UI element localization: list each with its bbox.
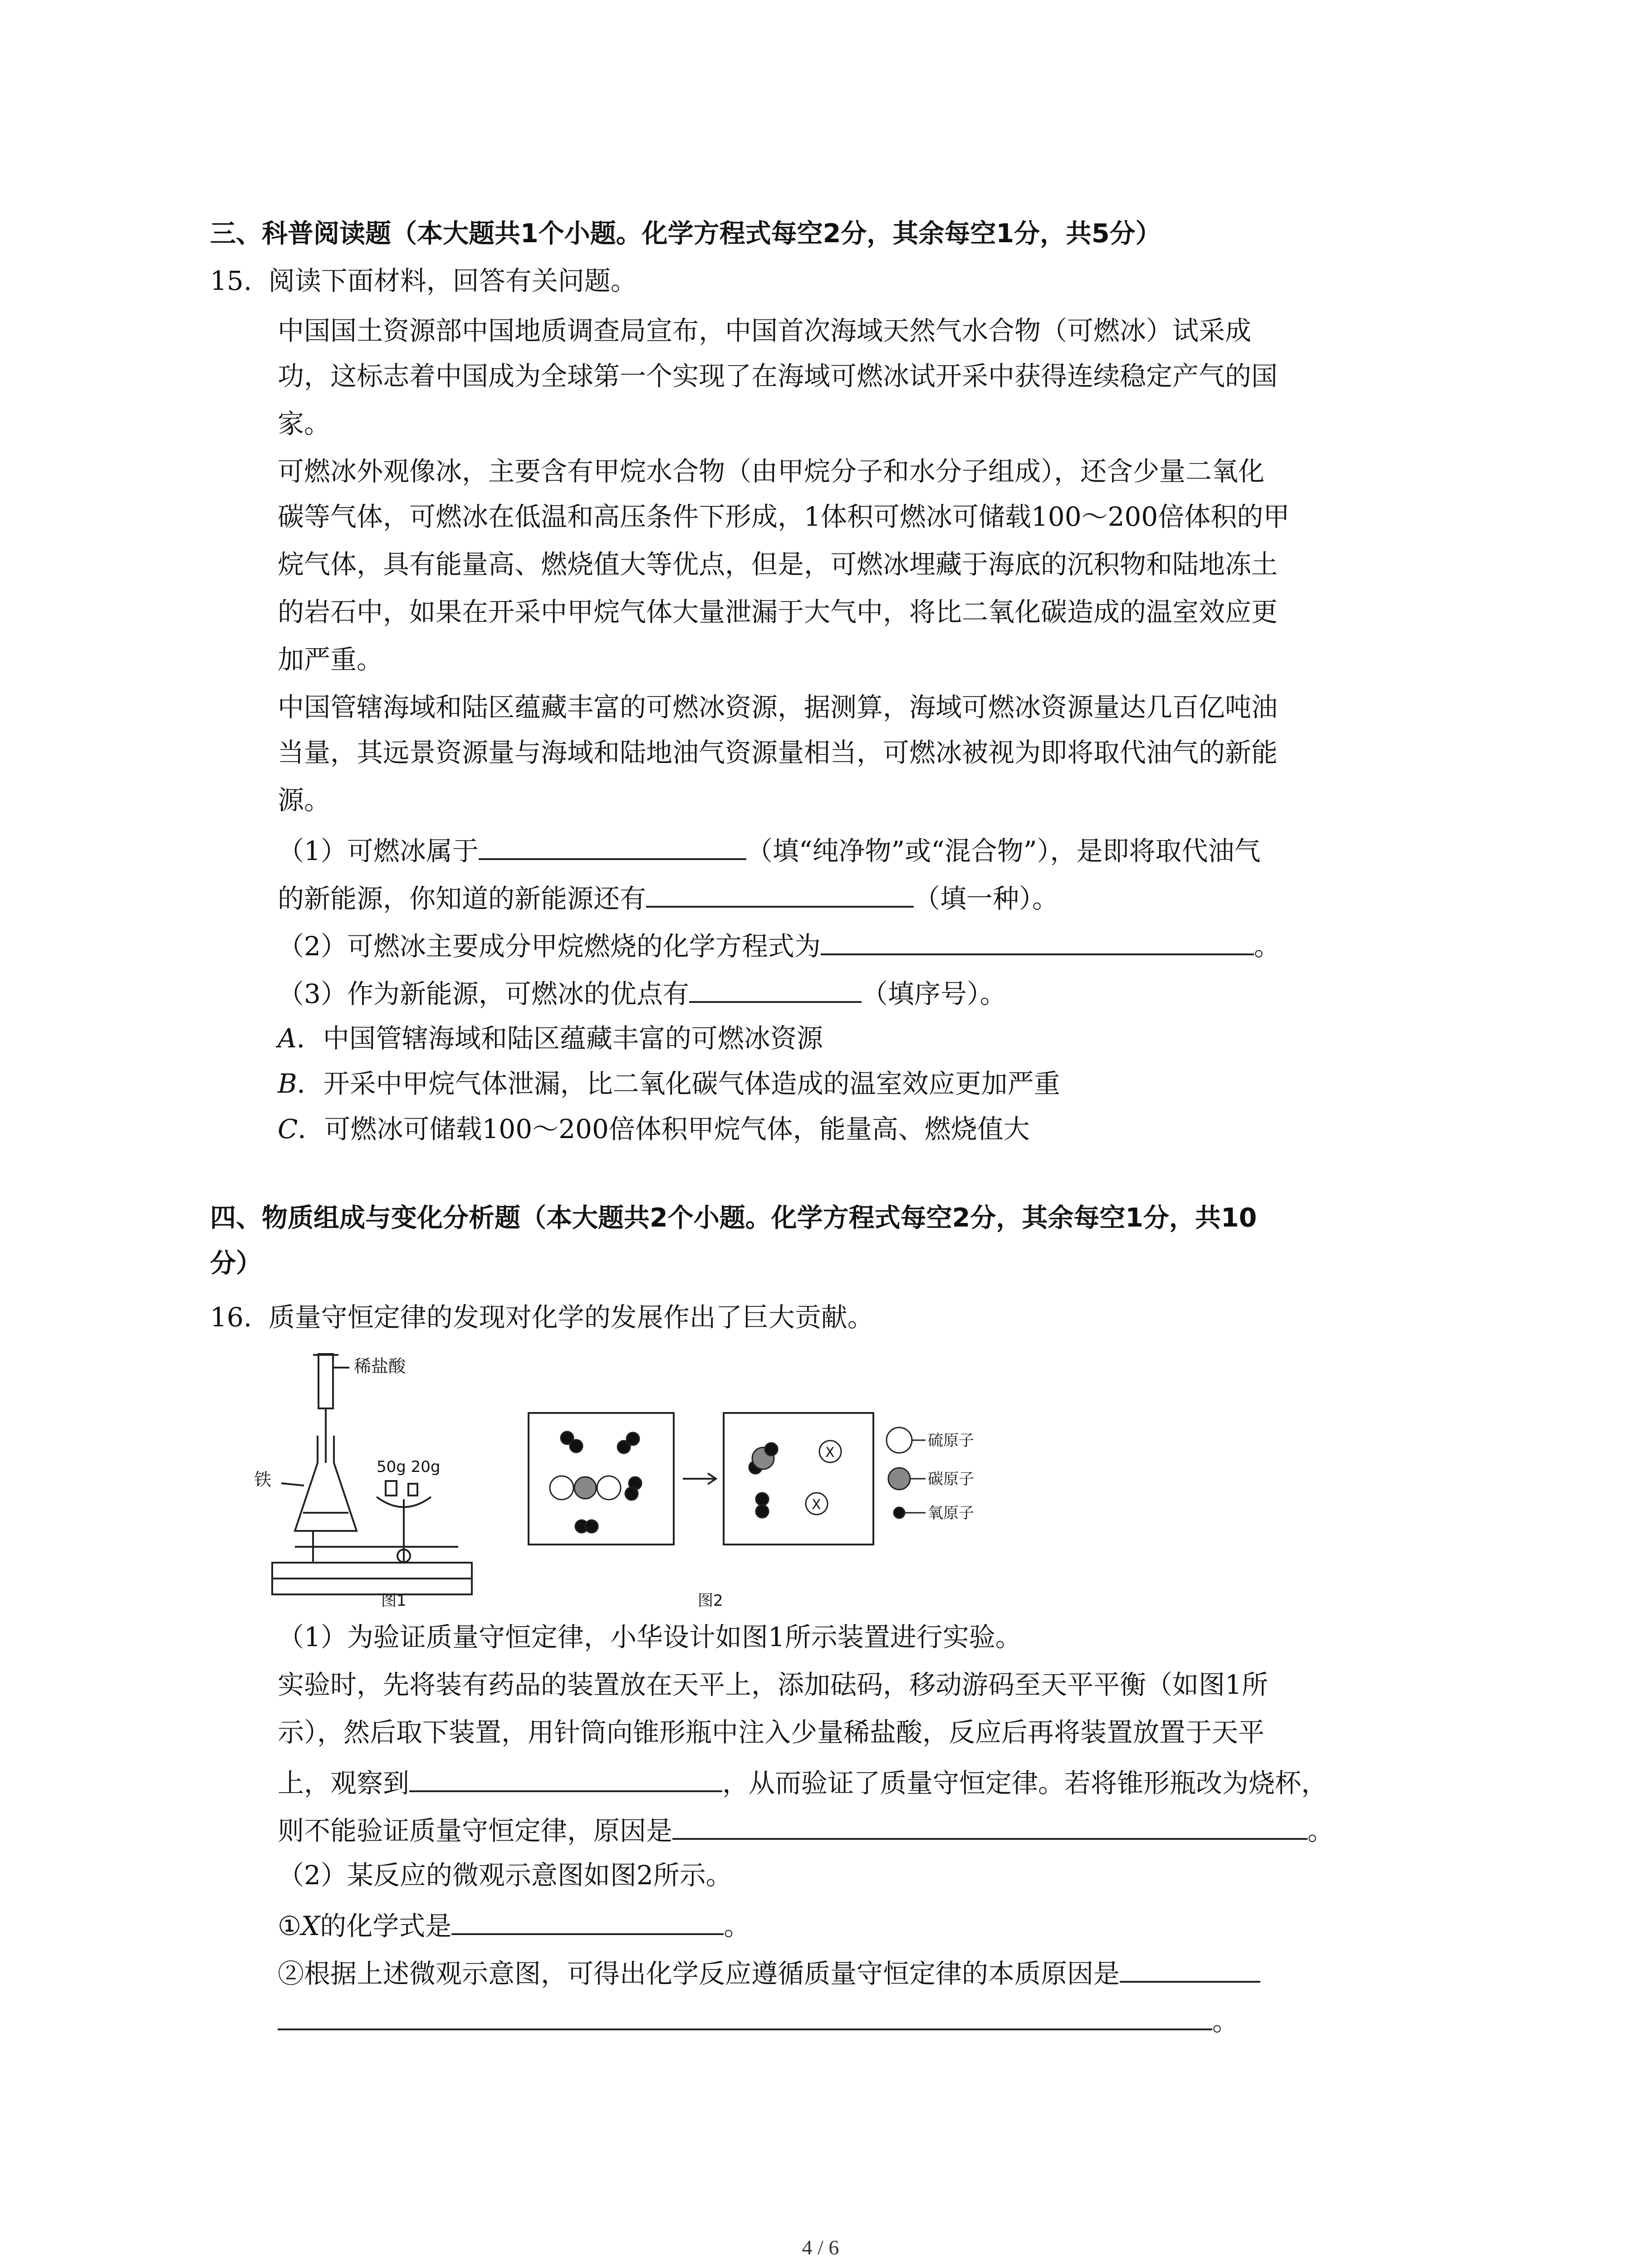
sub-question-text: （1）可燃冰属于 — [278, 836, 479, 866]
weight-icon — [408, 1484, 417, 1496]
sub-question-text: 上，观察到 — [278, 1768, 410, 1799]
passage-line: 碳等气体，可燃冰在低温和高压条件下形成，1体积可燃冰可储载100～200倍体积的甲 — [278, 501, 1290, 532]
q16-sub2-ii-cont — [278, 2005, 1239, 2037]
sub-question-text: 。 — [724, 1911, 750, 1941]
option-text: ．可燃冰可储载100～200倍体积甲烷气体，能量高、燃烧值大 — [298, 1114, 1030, 1144]
oxygen-atom — [585, 1520, 598, 1533]
legend-oxygen-icon — [894, 1507, 905, 1518]
oxygen-atom — [756, 1505, 769, 1518]
passage-line: 中国管辖海域和陆区蕴藏丰富的可燃冰资源，据测算，海域可燃冰资源量达几百亿吨油 — [278, 692, 1278, 723]
option-text: ．中国管辖海域和陆区蕴藏丰富的可燃冰资源 — [296, 1023, 823, 1054]
q16-sub1-line — [278, 1814, 1334, 1844]
sub-question-text: （填一种）。 — [914, 883, 1059, 914]
q15-sub1-line2 — [278, 882, 1058, 912]
option-a — [278, 1023, 823, 1054]
syringe-icon — [318, 1354, 333, 1408]
legend-carbon: 碳原子 — [928, 1470, 974, 1488]
sub-question-text: ②根据上述微观示意图，可得出化学反应遵循质量守恒定律的本质原因是 — [278, 1958, 1120, 1989]
q16-sub2-title: （2）某反应的微观示意图如图2所示。 — [278, 1860, 732, 1891]
passage-line: 烷气体，具有能量高、燃烧值大等优点，但是，可燃冰埋藏于海底的沉积物和陆地冻土 — [278, 549, 1278, 580]
question-number: 15. — [210, 265, 252, 296]
answer-blank[interactable] — [1120, 1957, 1260, 1983]
x-variable: X — [301, 1911, 320, 1941]
passage-line: 加严重。 — [278, 644, 383, 675]
sulfur-atom — [597, 1476, 621, 1500]
sub-question-text: ，从而验证了质量守恒定律。若将锥形瓶改为烧杯， — [722, 1768, 1328, 1799]
passage-line: 功，这标志着中国成为全球第一个实现了在海域可燃冰试开采中获得连续稳定产气的国 — [278, 361, 1278, 391]
option-label: B — [278, 1068, 297, 1099]
label-weights: 50g 20g — [377, 1458, 441, 1476]
answer-blank[interactable] — [672, 1814, 1308, 1840]
q16-sub2-ii — [278, 1957, 1260, 1987]
passage-line: 中国国土资源部中国地质调查局宣布，中国首次海域天然气水合物（可燃冰）试采成 — [278, 315, 1252, 346]
passage-line: 当量，其远景资源量与海域和陆地油气资源量相当，可燃冰被视为即将取代油气的新能 — [278, 737, 1278, 768]
sub-question-text: 的化学式是 — [320, 1911, 452, 1941]
figure-1-apparatus — [254, 1349, 508, 1608]
label-iron: 铁 — [254, 1470, 272, 1490]
oxygen-atom — [756, 1493, 769, 1505]
legend-sulfur-icon — [887, 1427, 912, 1453]
answer-blank[interactable] — [409, 1767, 722, 1792]
section4-heading-cont: 分） — [210, 1248, 262, 1278]
option-b — [278, 1070, 1060, 1097]
label-acid: 稀盐酸 — [354, 1356, 406, 1376]
answer-blank[interactable] — [821, 930, 1254, 955]
answer-blank[interactable] — [451, 1910, 724, 1935]
legend-oxygen: 氧原子 — [928, 1504, 974, 1522]
option-label: C — [278, 1114, 298, 1144]
question-stem: 阅读下面材料，回答有关问题。 — [268, 265, 637, 296]
passage-line: 源。 — [278, 785, 331, 816]
passage-line: 家。 — [278, 408, 331, 439]
figure-1-caption: 图1 — [381, 1592, 407, 1608]
x-symbol: X — [825, 1445, 835, 1461]
section4-heading: 四、物质组成与变化分析题（本大题共2个小题。化学方程式每空2分，其余每空1分，共10 — [210, 1203, 1257, 1233]
q16-sub1-title: （1）为验证质量守恒定律，小华设计如图1所示装置进行实验。 — [278, 1622, 1022, 1652]
oxygen-atom — [627, 1432, 639, 1445]
page-number: 4 / 6 — [802, 2236, 839, 2259]
q16-sub1-line: 示），然后取下装置，用针筒向锥形瓶中注入少量稀盐酸，反应后再将装置放置于天平 — [278, 1717, 1265, 1748]
passage-line: 的岩石中，如果在开采中甲烷气体大量泄漏于大气中，将比二氧化碳造成的温室效应更 — [278, 596, 1278, 627]
option-text: ．开采中甲烷气体泄漏，比二氧化碳气体造成的温室效应更加严重 — [297, 1068, 1060, 1099]
sub-question-text: 则不能验证质量守恒定律，原因是 — [278, 1815, 673, 1846]
oxygen-atom — [625, 1487, 638, 1500]
sub-question-text: （2）可燃冰主要成分甲烷燃烧的化学方程式为 — [278, 931, 821, 962]
answer-blank[interactable] — [479, 835, 746, 860]
sub-question-text: 的新能源，你知道的新能源还有 — [278, 883, 647, 914]
q15-stem — [210, 265, 637, 296]
sub-question-text: 。 — [1212, 2006, 1239, 2037]
legend-sulfur: 硫原子 — [928, 1432, 974, 1450]
option-c — [278, 1116, 1030, 1142]
question-number: 16. — [210, 1302, 252, 1333]
q15-sub1-line1 — [278, 835, 1261, 864]
passage-line: 可燃冰外观像冰，主要含有甲烷水合物（由甲烷分子和水分子组成），还含少量二氧化 — [278, 456, 1265, 487]
q15-sub3 — [278, 978, 1006, 1007]
sub-question-text: （3）作为新能源，可燃冰的优点有 — [278, 978, 689, 1009]
q16-stem — [210, 1302, 874, 1333]
oxygen-atom — [765, 1443, 778, 1456]
legend-carbon-icon — [888, 1468, 910, 1490]
q16-sub2-i — [278, 1910, 750, 1939]
q15-sub2 — [278, 930, 1280, 962]
section3-heading: 三、科普阅读题（本大题共1个小题。化学方程式每空2分，其余每空1分，共5分） — [210, 219, 1161, 249]
option-label: A — [278, 1023, 297, 1054]
figure-2-caption: 图2 — [698, 1592, 723, 1608]
carbon-atom — [574, 1477, 596, 1499]
question-stem: 质量守恒定律的发现对化学的发展作出了巨大贡献。 — [268, 1302, 874, 1333]
sulfur-atom — [550, 1476, 573, 1500]
q16-sub1-line — [278, 1767, 1328, 1799]
sub-question-text: 。 — [1308, 1815, 1334, 1846]
answer-blank[interactable] — [646, 882, 914, 908]
sub-question-text: （填序号）。 — [861, 978, 1006, 1009]
q16-sub1-line: 实验时，先将装有药品的装置放在天平上，添加砝码，移动游码至天平平衡（如图1所 — [278, 1669, 1268, 1700]
sub-question-text: ① — [278, 1911, 301, 1941]
figure-2-micro-diagram — [526, 1411, 1048, 1608]
sub-question-text: （填“纯净物”或“混合物”），是即将取代油气 — [746, 836, 1261, 866]
answer-blank[interactable] — [278, 2005, 1212, 2030]
sub-question-text: 。 — [1254, 931, 1280, 962]
answer-blank[interactable] — [689, 978, 862, 1003]
oxygen-atom — [570, 1440, 583, 1452]
x-symbol: X — [812, 1497, 821, 1513]
weight-icon — [386, 1481, 397, 1496]
product-box — [724, 1413, 873, 1545]
